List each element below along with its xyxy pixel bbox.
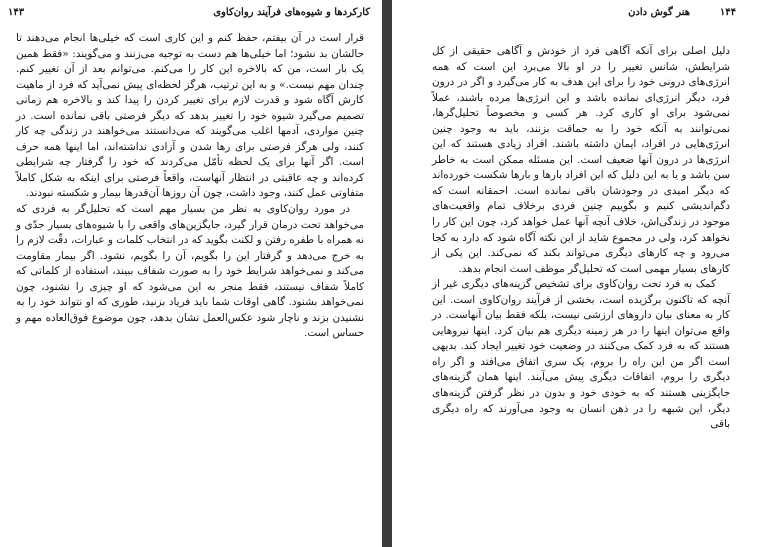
left-paragraph-1: قرار است در آن بیفتم، حفظ کنم و این کاری است که خیلی‌ها انجام می‌دهند تا حالشان بد نشود؛ اما خیلی‌ها هم دست به توجیه می‌زنند و می‌گویند: «فقط همین یک بار است، من که بالاخره این کار را می‌کنم. می‌توانم بعد از آن تغییر کنم. چندان مهم نیست.» و به این ترتیب، هرگز لحظه‌ای پیش نمی‌آید که فرد از ماهیت کارش آگاه شود و قدرت لازم برای تغییر کردن را پیدا کند و بالاخره هم زمانی تصمیم می‌گیرد شیوه خود را تغییر بدهد که دیگر فرصتی باقی نمانده است. در چنین مواردی، آدمها اغلب می‌گویند که می‌دانستند می‌خواهند در زندگی چه کار کنند، ولی هرگز فرصتی برای رها شدن و آزادی نداشته‌اند، اما اینها همه حرف است. اگر آنها برای یک لحظه تأمّل می‌کردند که خود را گرفتار چه شرایطی کرده‌اند و چه عاقبتی در انتظار آنهاست، واقعاً فرصتی برای اینکه به شکل کاملاً متفاوتی عمل کنند، وجود داشت، چون آن روزها آن‌قدرها بیمار و شکسته نبودند. (16, 32, 364, 200)
right-page (392, 0, 768, 547)
left-page (0, 0, 382, 547)
right-page-body (432, 44, 730, 433)
book-gutter (382, 0, 392, 547)
right-page-header (400, 7, 760, 21)
left-page-number: ۱۴۳ (8, 7, 25, 18)
right-paragraph-2: کمک به فرد تحت روان‌کاوی برای تشخیص گزینه‌های دیگری غیر از آنچه که تاکنون برگزیده است، بخشی از فرآیند روان‌کاوی است. این کار به معنای بیان داروهای ارزشی نیست، بلکه فقط بیان آنهاست. در واقع می‌توان اینها را در هر زمینه دیگری هم بیان کرد. اینها نیروهایی هستند که به فرد کمک می‌کنند در وضعیت خود تغییر ایجاد کند. بدیهی است اگر من این راه را بروم، یک سری اتفاق می‌افتد و اگر راه دیگری را بروم، اتفاقات دیگری پیش می‌آیند. اینها همان گزینه‌های جایگزینی هستند که به خودی خود و بدون در نظر گرفتن گزینه‌های دیگر، این شبهه را در ذهن انسان به وجود می‌آورند که راه دیگری باقی (432, 278, 730, 431)
left-running-title: کارکردها و شیوه‌های فرآیند روان‌کاوی (213, 7, 370, 18)
left-page-body (16, 31, 364, 342)
right-running-title: هنر گوش دادن (628, 7, 690, 18)
left-paragraph-2: در مورد روان‌کاوی به نظر من بسیار مهم است که تحلیل‌گر به فردی که می‌خواهد تحت درمان قرار گیرد، جایگزین‌های واقعی را با شیوه‌های بسیار جدّی و نه همراه با طفره رفتن و لکنت بگوید که در انتخاب کلمات و عبارات، دقّت لازم را به خرج می‌دهد و گرفتار این را بگویم، آن را بگویم، نشود. اگر بیمار مقاومت می‌کند و نمی‌خواهد شرایط خود را به صورت شفاف ببیند، استفاده از کلماتی که کاملاً شفاف نیستند، فقط منجر به این می‌شود که او چیزی را نشنود، چون نمی‌خواهد بشنود. گاهی اوقات شما باید فریاد بزنید، طوری که او نتواند خود را به نشنیدن بزند و ناچار شود عکس‌العمل نشان بدهد، چون موضوع فوق‌العاده مهم و حساس است. (16, 203, 364, 340)
right-paragraph-1: دلیل اصلی برای آنکه آگاهی فرد از خودش و آگاهی حقیقی از کل شرایطش، شانس تغییر را در او بالا می‌برد این است که همه انرژی‌های درونی خود را برای این هدف به کار می‌گیرد و اگر در درون فرد، دیگر انرژی‌ای نمانده باشد و این انرژی‌ها مرده باشند، عملاً نمی‌شود برای او کاری کرد. هر کسی و مخصوصاً تحلیل‌گرها، نمی‌توانند به آنکه خود را به حماقت بزنند، باید به وجود چنین انرژی‌هایی در افراد، ایمان داشته باشند. افراد زیادی هستند که این انرژی‌ها در درون آنها ضعیف است. این مسئله ممکن است به خاطر سن باشد و یا به این دلیل که این افراد بارها و بارها شکست خورده‌اند که دیگر امیدی در وجودشان باقی نمانده است. احمقانه است که دگم‌اندیشی کنیم و بگوییم چنین فردی برخلاف تمام واقعیت‌های موجود در زندگی‌اش، خلاف آنچه آنها عمل خواهد کرد، چون این کار را نخواهد کرد، ولی در مجموع شاید از این نکته آگاه شود که دارد به کجا می‌رود و چه کارهای دیگری می‌تواند بکند که نمی‌کند. این یکی از کارهای بسیار مهمی است که تحلیل‌گر موظف است انجام بدهد. (432, 45, 730, 275)
left-page-header (8, 7, 374, 21)
right-page-number: ۱۴۴ (719, 7, 736, 18)
